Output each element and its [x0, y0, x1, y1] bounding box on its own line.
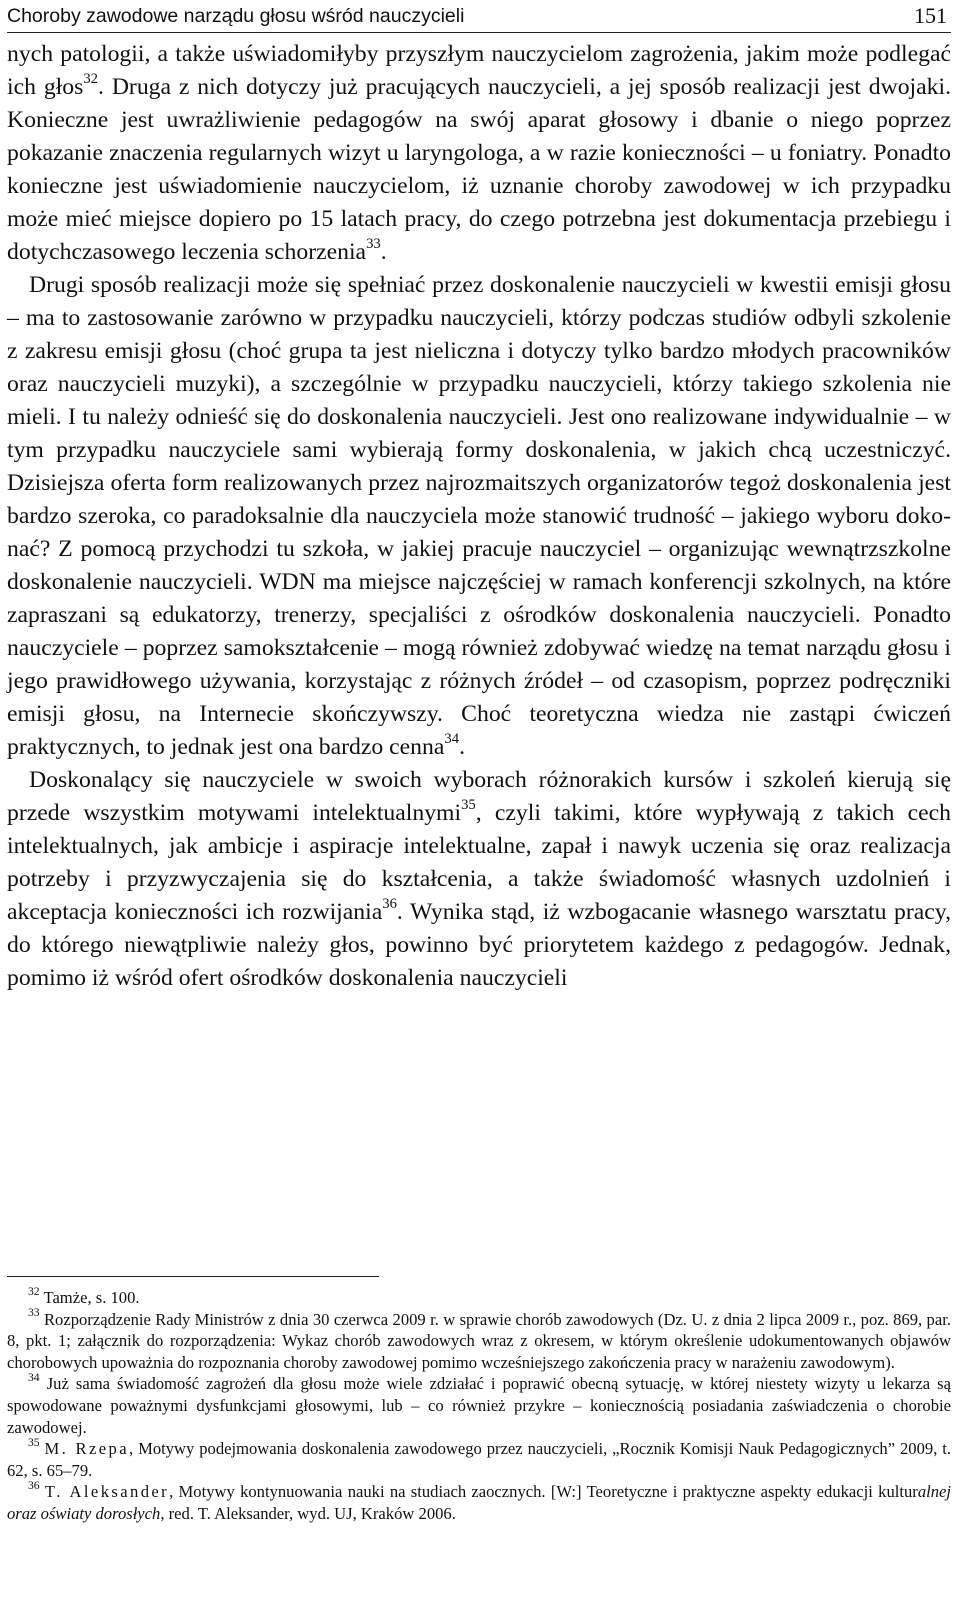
running-header	[7, 2, 951, 33]
footnote-number: 35	[28, 1435, 40, 1449]
footnote-ref-36: 36	[382, 895, 397, 912]
paragraph-1	[7, 38, 951, 269]
footnote-text-italic: alnej oraz oświaty dorosłych	[7, 1482, 951, 1523]
running-title: Choroby zawodowe narządu głosu wśród nauczycieli	[7, 5, 465, 27]
footnote-35	[7, 1435, 952, 1481]
footnote-text: Już sama świadomość zagrożeń dla głosu może wiele zdziałać i poprawić obecną sytuację, w której niestety wizyty u lekarza są spowodowane poważnymi dysfunkcjami głosowymi, lub – co również przykre – koniecznością posiadania zaświadczenia o chorobie zawodowej.	[7, 1374, 951, 1437]
footnote-text: , Motywy podejmowania doskonalenia zawodowego przez nauczycieli, „Rocznik Komisji Nauk Pedagogicznych” 2009, t. 62, s. 65–79.	[7, 1439, 952, 1480]
footnote-text: , red. T. Aleksander, wyd. UJ, Kraków 2006.	[160, 1503, 456, 1523]
footnote-number: 34	[28, 1371, 40, 1385]
paragraph-3	[7, 764, 951, 995]
text-run: , czyli takimi, które wypływają z takich cech intelektualnych, jak ambicje i aspiracje intelektualne, zapał i nawyk uczenia się oraz realizacja potrzeby i przyzwyczajenia się do kształcenia, a także świadomość własnych uzdolnień i akceptacja konieczności ich rozwijania	[7, 800, 951, 925]
main-text	[7, 38, 951, 995]
footnote-33	[7, 1306, 951, 1374]
text-run: .	[459, 734, 465, 760]
footnote-text: , Motywy kontynuowania nauki na studiach zaocznych. [W:] Teoretyczne i praktyczne aspekty edukacji kultur	[169, 1482, 918, 1502]
footnote-34	[7, 1373, 951, 1438]
footnote-ref-35: 35	[461, 796, 476, 813]
footnote-text: Tamże, s. 100.	[43, 1288, 140, 1307]
footnote-author: T. Aleksander	[44, 1482, 170, 1502]
text-run: Doskonalący się nauczyciele w swoich wyborach różnorakich kursów i szkoleń kierują się przede wszystkim motywami intelektualnymi	[7, 767, 951, 826]
text-run: .	[380, 239, 387, 265]
text-run: . Druga z nich dotyczy już pracujących nauczycieli, a jej sposób realizacji jest dwojaki. Konieczne jest uwrażliwienie pedagogów na swój aparat głosowy i dbanie o niego poprzez pokazanie znaczenia regularnych wizyt u laryngologa, a w razie konieczności – u foniatry. Ponadto konieczne jest uświadomienie nauczycielom, iż uznanie choroby zawodowej w ich przypadku może mieć miejsce dopiero po 15 latach pracy, do czego potrzebna jest dokumentacja przebiegu i dotychczasowego leczenia schorzenia	[7, 74, 951, 265]
page-number: 151	[914, 3, 947, 28]
text-run: Drugi sposób realizacji może się spełniać przez doskonalenie nauczycieli w kwestii emisji głosu – ma to zastosowanie zarówno w przypadku nauczycieli, którzy podczas studiów odbyli szkolenie z zakresu emisji głosu (choć grupa ta jest nieliczna i dotyczy tylko bardzo młodych pracowników oraz nauczycieli muzyki), a szczególnie w przypadku nauczycieli, którzy takiego szkolenia nie mieli. I tu należy odnieść się do doskonalenia nauczycieli. Jest ono realizowane indywidualnie – w tym przypadku nauczyciele sami wybierają formy doskonalenia, w jakich chcą uczestniczyć. Dzisiejsza oferta form realizowanych przez najrozmaitszych organizatorów tegoż doskonalenia jest bardzo szeroka, co paradoksalnie dla nauczyciela może stanowić trudność – jakiego wyboru dokonać? Z pomocą przychodzi tu szkoła, w jakiej pracuje nauczyciel – organizując wewnątrzszkolne doskonalenie nauczycieli. WDN ma miejsce najczęściej w ramach konferencji szkolnych, na które zapraszani są edukatorzy, trenerzy, specjaliści z ośrodków doskonalenia nauczycieli. Ponadto nauczyciele – poprzez samokształcenie – mogą również zdobywać wiedzę na temat narządu głosu i jego prawidłowego używania, korzystając z różnych źródeł – od czasopism, poprzez podręczniki emisji głosu, na Internecie skończywszy. Choć teoretyczna wiedza nie zastąpi ćwiczeń praktycznych, to jednak jest ona bardzo cenna	[7, 272, 951, 760]
footnote-number: 33	[28, 1306, 40, 1320]
footnote-ref-33: 33	[366, 235, 381, 252]
footnote-ref-34: 34	[444, 730, 460, 747]
footnote-number: 36	[28, 1479, 40, 1493]
paragraph-2	[7, 269, 951, 764]
text-run: . Wynika stąd, iż wzbogacanie własnego warsztatu pracy, do którego niewątpliwie należy głos, powinno być priorytetem każdego z pedagogów. Jednak, pomimo iż wśród ofert ośrodków doskonalenia nauczycieli	[7, 899, 951, 991]
footnote-author: M. Rzepa	[44, 1439, 130, 1459]
footnote-32	[7, 1284, 951, 1309]
footnote-ref-32: 32	[83, 70, 99, 87]
text-run: nych patologii, a także uświadomiłyby przyszłym nauczycielom zagrożenia, jakim może podlegać ich głos	[7, 41, 951, 100]
footnotes	[7, 1284, 952, 1525]
footnote-separator	[7, 1276, 379, 1277]
footnote-number: 32	[28, 1284, 40, 1298]
footnote-36	[7, 1481, 951, 1524]
footnote-text: Rozporządzenie Rady Ministrów z dnia 30 czerwca 2009 r. w sprawie chorób zawodowych (Dz. U. z dnia 2 lipca 2009 r., poz. 869, par. 8, pkt. 1; załącznik do rozporządzenia: Wykaz chorób zawodowych wraz z okresem, w którym określenie udokumentowanych objawów chorobowych upoważnia do rozpoznania choroby zawodowej pomimo wcześniejszego zakończenia pracy w narażeniu zawodowym).	[7, 1309, 951, 1372]
